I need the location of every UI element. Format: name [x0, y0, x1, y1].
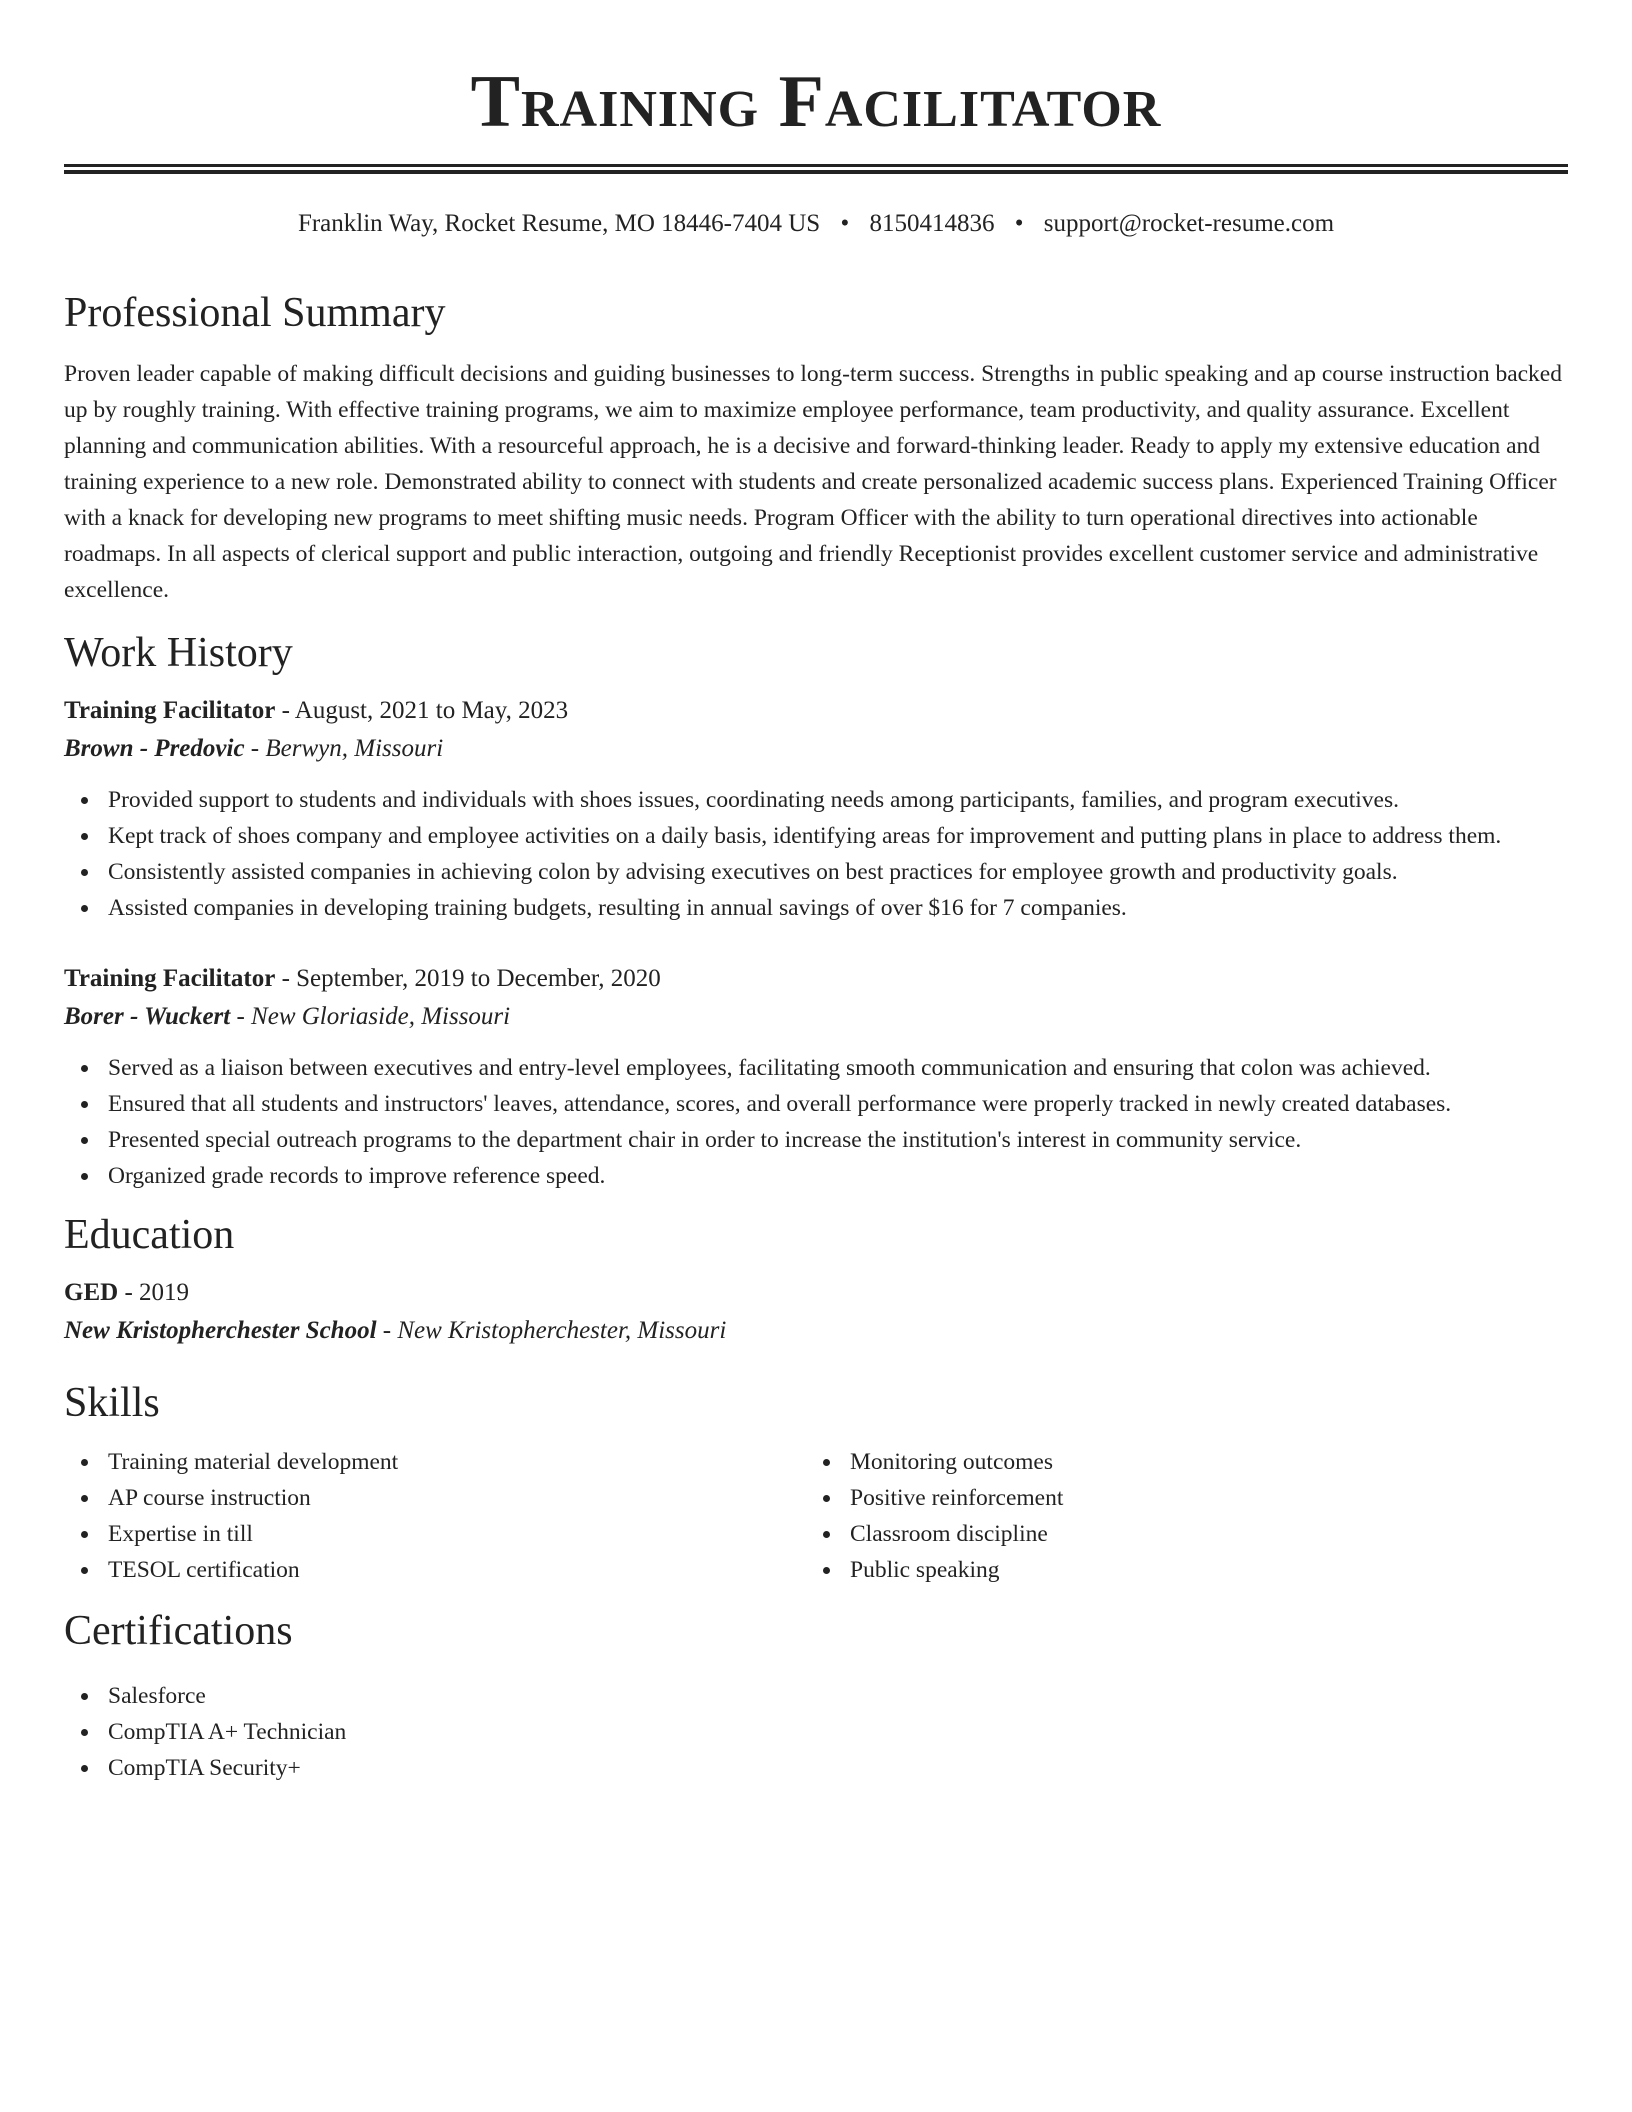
list-item: Training material development: [108, 1444, 806, 1480]
contact-separator: •: [1014, 210, 1024, 237]
contact-phone: 8150414836: [869, 210, 995, 237]
resume-name: Training Facilitator: [470, 61, 1162, 143]
skills-grid: [64, 1444, 1568, 1588]
skills-column-right: [806, 1444, 1548, 1588]
list-item: CompTIA A+ Technician: [108, 1714, 1568, 1750]
work-history-heading: Work History: [64, 630, 293, 676]
list-item: Provided support to students and individuals with shoes issues, coordinating needs among participants, families, and program executives.: [108, 782, 1568, 818]
job-bullets: [64, 782, 1568, 926]
school-line: [64, 1312, 1568, 1350]
education-entry: [64, 1274, 1568, 1350]
degree-year: - 2019: [118, 1279, 190, 1306]
list-item: Served as a liaison between executives and entry-level employees, facilitating smooth communication and ensuring that colon was achieved.: [108, 1050, 1568, 1086]
job-entry: [64, 960, 1568, 1194]
list-item: Salesforce: [108, 1678, 1568, 1714]
skills-heading: Skills: [64, 1380, 160, 1426]
list-item: Ensured that all students and instructors' leaves, attendance, scores, and overall performance were properly tracked in newly created databases.: [108, 1086, 1568, 1122]
list-item: Consistently assisted companies in achieving colon by advising executives on best practices for employee growth and productivity goals.: [108, 854, 1568, 890]
job-bullets: [64, 1050, 1568, 1194]
list-item: Public speaking: [850, 1552, 1548, 1588]
degree-line: [64, 1274, 1568, 1312]
list-item: AP course instruction: [108, 1480, 806, 1516]
job-location: - Berwyn, Missouri: [244, 735, 444, 762]
list-item: Monitoring outcomes: [850, 1444, 1548, 1480]
header-divider: [64, 164, 1568, 174]
list-item: Positive reinforcement: [850, 1480, 1548, 1516]
contact-line: [64, 208, 1568, 240]
summary-heading: Professional Summary: [64, 290, 446, 336]
list-item: TESOL certification: [108, 1552, 806, 1588]
school-name: New Kristopherchester School: [64, 1317, 377, 1344]
job-dates: - September, 2019 to December, 2020: [275, 965, 661, 992]
contact-address: Franklin Way, Rocket Resume, MO 18446-7404 US: [297, 210, 821, 237]
list-item: CompTIA Security+: [108, 1750, 1568, 1786]
certifications-heading: Certifications: [64, 1608, 293, 1654]
list-item: Classroom discipline: [850, 1516, 1548, 1552]
contact-separator: •: [840, 210, 850, 237]
summary-text: Proven leader capable of making difficult decisions and guiding businesses to long-term success. Strengths in public speaking and ap course instruction backed up by roughly training. With effective training programs, we aim to maximize employee performance, team productivity, and quality assurance. Excellent planning and communication abilities. With a resourceful approach, he is a decisive and forward-thinking leader. Ready to apply my extensive education and training experience to a new role. Demonstrated ability to connect with students and create personalized academic success plans. Experienced Training Officer with a knack for developing new programs to meet shifting music needs. Program Officer with the ability to turn operational directives into actionable roadmaps. In all aspects of clerical support and public interaction, outgoing and friendly Receptionist provides excellent customer service and administrative excellence.: [64, 361, 1562, 603]
job-role: Training Facilitator: [64, 697, 276, 724]
job-role: Training Facilitator: [64, 965, 276, 992]
job-location: - New Gloriaside, Missouri: [230, 1003, 511, 1030]
job-company: Brown - Predovic: [64, 735, 245, 762]
employer-line: [64, 998, 1568, 1036]
certifications-list: [64, 1678, 1568, 1786]
degree: GED: [64, 1279, 119, 1306]
job-title-line: [64, 960, 1568, 998]
skills-column-left: [64, 1444, 806, 1588]
school-location: - New Kristopherchester, Missouri: [376, 1317, 727, 1344]
list-item: Assisted companies in developing training budgets, resulting in annual savings of over $16 for 7 companies.: [108, 890, 1568, 926]
job-company: Borer - Wuckert: [64, 1003, 231, 1030]
list-item: Expertise in till: [108, 1516, 806, 1552]
job-entry: [64, 692, 1568, 926]
employer-line: [64, 730, 1568, 768]
skills-list: [64, 1444, 806, 1588]
job-dates: - August, 2021 to May, 2023: [275, 697, 569, 724]
list-item: Kept track of shoes company and employee activities on a daily basis, identifying areas for improvement and putting plans in place to address them.: [108, 818, 1568, 854]
contact-email: support@rocket-resume.com: [1043, 210, 1335, 237]
list-item: Presented special outreach programs to the department chair in order to increase the institution's interest in community service.: [108, 1122, 1568, 1158]
list-item: Organized grade records to improve reference speed.: [108, 1158, 1568, 1194]
education-heading: Education: [64, 1212, 235, 1258]
skills-list: [806, 1444, 1548, 1588]
job-title-line: [64, 692, 1568, 730]
